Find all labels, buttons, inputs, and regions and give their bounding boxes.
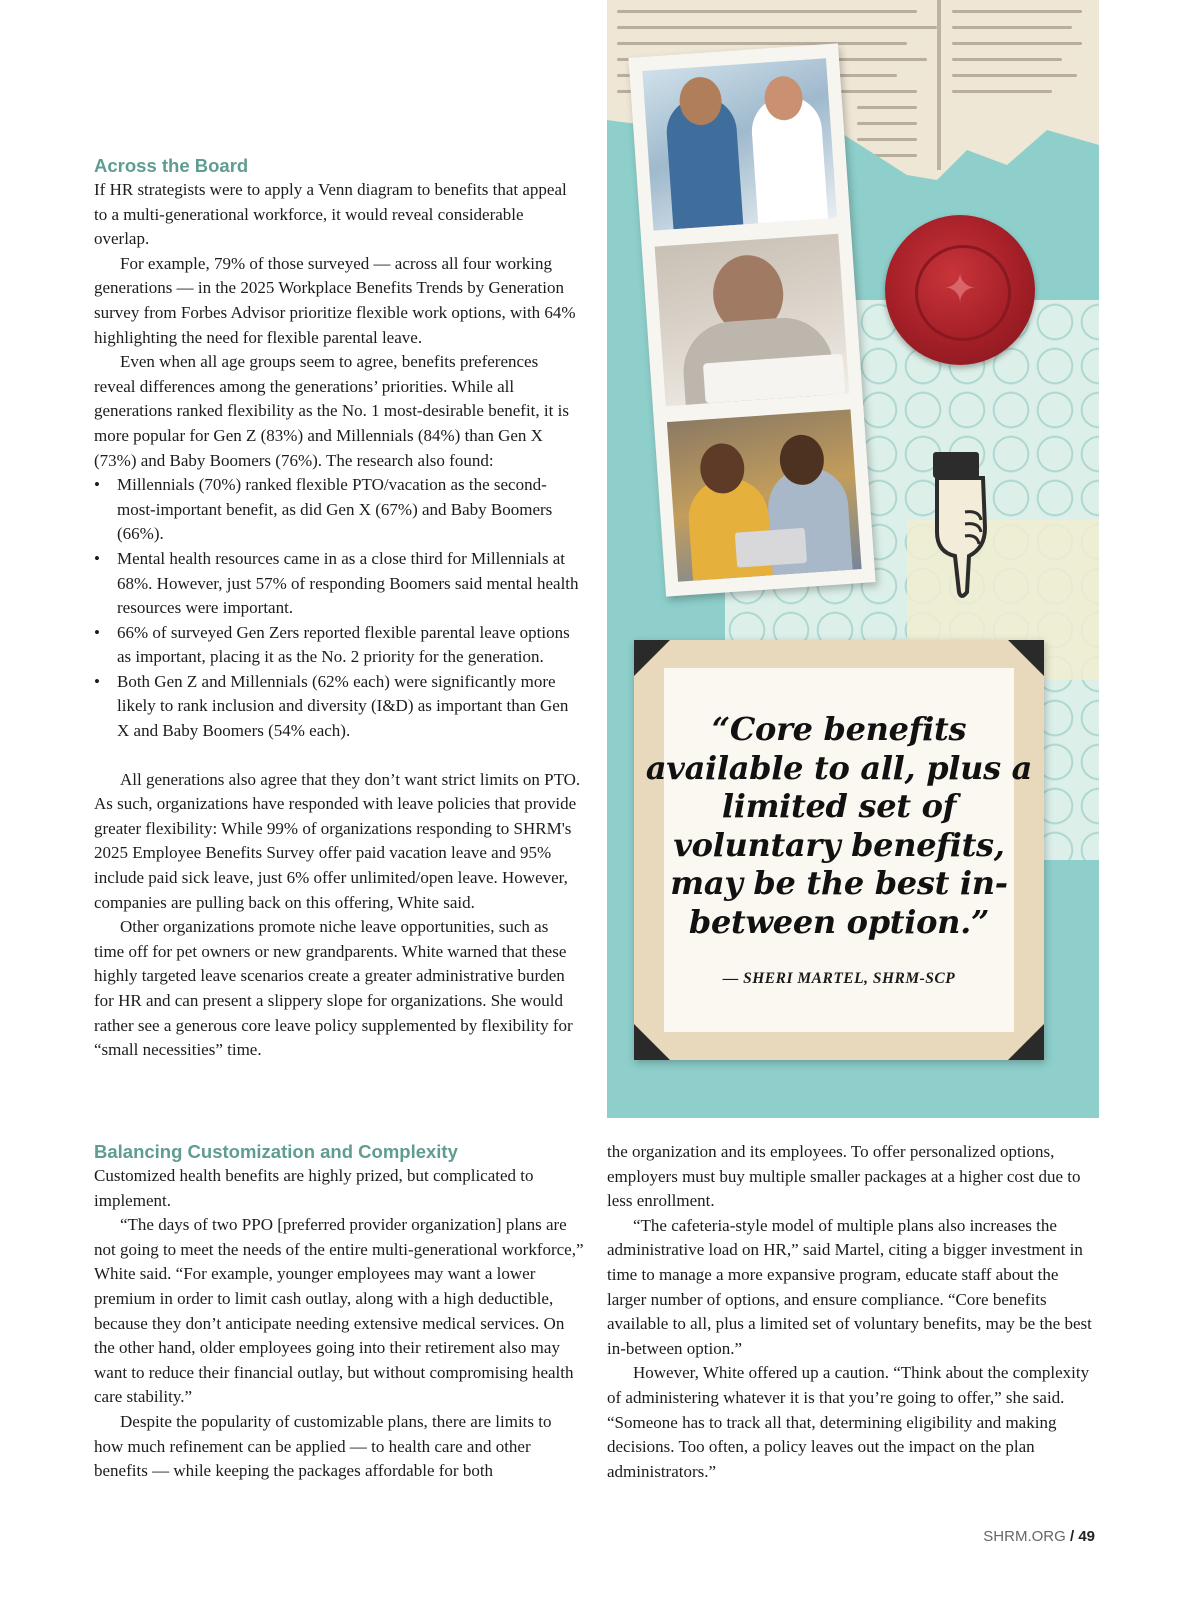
section-heading-across-the-board: Across the Board [94,155,249,176]
paragraph: However, White offered up a caution. “Think about the complexity of administering whatever it is that you’re going to offer,” she said. “Someone has to track all that, determining eligibility and making decisions. Too often, a policy leaves out the impact on the plan administrators.” [607,1363,1090,1481]
pull-quote-text: “Core benefits available to all, plus a limited set of voluntary benefits, may be the best in-between option.” [645,710,1033,941]
folio-separator: / [1065,1528,1079,1545]
paragraph: “The days of two PPO [preferred provider organization] plans are not going to meet the needs of the entire multi-generational workforce,” White said. “For example, younger employees may want a lower premium in order to limit cash outlay, along with a high deductible, because they don’t anticipate needing extensive medical services. On the other hand, older employees going into their retirement also may want to reduce their financial outlay, but without compromising health care stability.” [94,1215,584,1407]
collage-illustration [607,0,1099,1118]
list-item: • Millennials (70%) ranked flexible PTO/vacation as the second-most-important benefit, as did Gen X (67%) and Baby Boomers (66%). [94,475,553,544]
paragraph: Other organizations promote niche leave opportunities, such as time off for pet owners or new grandparents. White warned that these highly targeted leave scenarios create a greater administrative burden for HR and can present a slippery slope for organizations. She would rather see a generous core leave policy supplemented by flexibility for “small necessities” time. [94,917,573,1060]
pull-quote-card [634,640,1044,1060]
bullet-icon: • [94,548,100,568]
bullet-icon: • [94,622,100,642]
wax-seal [885,215,1035,365]
section-heading-customization: Balancing Customization and Complexity [94,1141,458,1162]
paragraph: For example, 79% of those surveyed — across all four working generations — in the 2025 Workplace Benefits Trends by Generation survey from Forbes Advisor prioritize flexible work options, with 64% highlighting the need for flexible parental leave. [94,253,576,347]
site-name: SHRM.ORG [983,1528,1066,1545]
article-column-bottom-right [607,1140,1099,1484]
paragraph: Despite the popularity of customizable plans, there are limits to how much refinement can be applied — to health care and other benefits — while keeping the packages affordable for both [94,1411,552,1481]
photo-doctor-consultation [642,58,837,230]
article-column-top [94,154,582,1063]
paragraph: Customized health benefits are highly prized, but complicated to implement. [94,1166,534,1210]
findings-list [94,473,582,744]
paragraph: If HR strategists were to apply a Venn diagram to benefits that appeal to a multi-generational workforce, it would reveal considerable overlap. [94,180,567,249]
eagle-emblem-icon: ✦ [943,266,977,312]
paragraph: “The cafeteria-style model of multiple plans also increases the administrative load on HR,” said Martel, citing a bigger investment in time to manage a more expansive program, educate staff about the larger number of options, and ensure compliance. “Core benefits available to all, plus a limited set of voluntary benefits, may be the best in-between option.” [607,1215,1092,1358]
bullet-icon: • [94,475,100,495]
list-item: • 66% of surveyed Gen Zers reported flexible parental leave options as important, placing it as the No. 2 priority for the generation. [94,622,570,667]
photo-couple-laptop [667,409,862,581]
page-folio [983,1528,1095,1545]
paragraph: All generations also agree that they don’t want strict limits on PTO. As such, organizations have responded with leave policies that provide greater flexibility: While 99% of organizations responding to SHRM's 2025 Employee Benefits Survey offer paid vacation leave and 95% include paid sick leave, just 6% offer unlimited/open leave. However, companies are pulling back on this offering, White said. [94,769,581,912]
list-item: • Mental health resources came in as a close third for Millennials at 68%. However, just 57% of responding Boomers said mental health resources were important. [94,548,579,618]
page-number: 49 [1078,1528,1095,1545]
article-column-bottom-left [94,1140,584,1484]
bullet-icon: • [94,671,100,691]
list-item: • Both Gen Z and Millennials (62% each) were significantly more likely to rank inclusion and diversity (I&D) as important than Gen X and Baby Boomers (54% each). [94,671,569,741]
pointing-hand-icon [925,452,995,602]
paragraph: Even when all age groups seem to agree, benefits preferences reveal differences among the generations’ priorities. While all generations ranked flexibility as the No. 1 most-desirable benefit, it is more popular for Gen Z (83%) and Millennials (84%) than Gen X (73%) and Baby Boomers (76%). The research also found: [94,352,569,470]
photo-woman-signing [655,234,850,406]
pull-quote-attribution: — SHERI MARTEL, SHRM-SCP [722,970,956,987]
photo-strip [628,43,875,596]
paragraph: the organization and its employees. To offer personalized options, employers must buy multiple smaller packages at a higher cost due to less enrollment. [607,1142,1081,1211]
